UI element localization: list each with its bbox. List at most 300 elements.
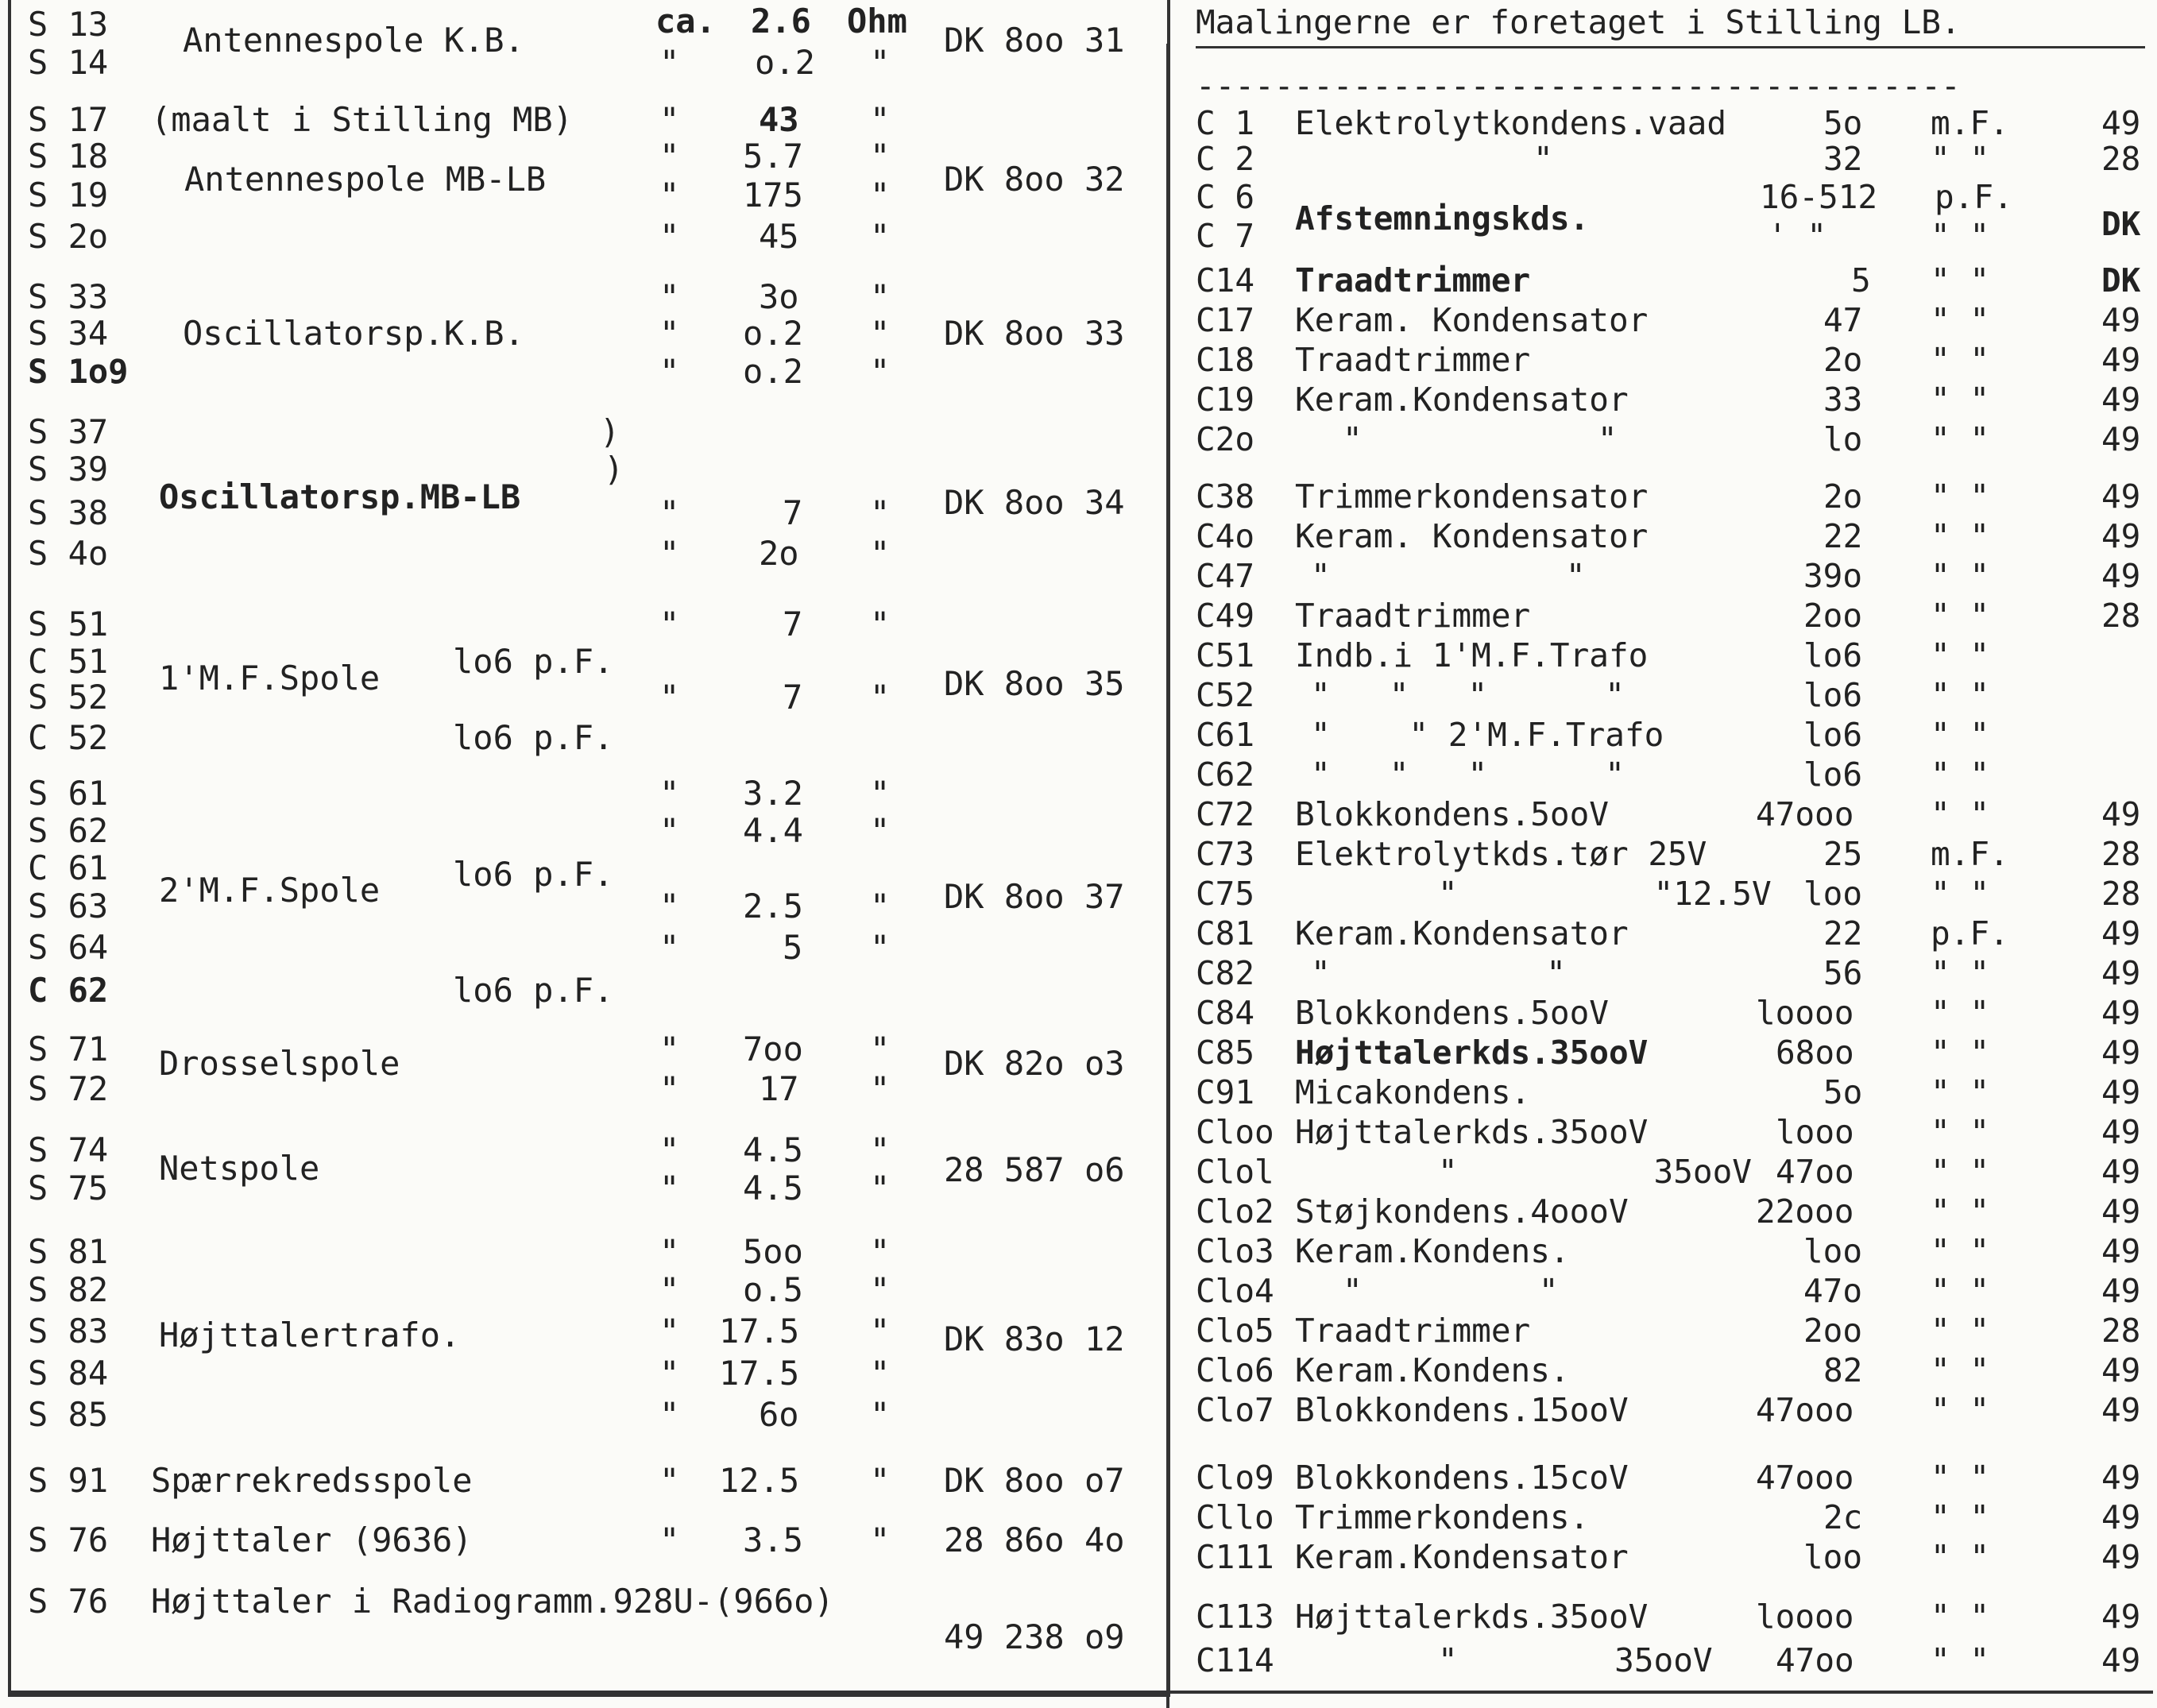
ohm-unit-ditto: ": [870, 137, 891, 176]
ohm-unit-ditto: ": [870, 774, 891, 813]
capacitor-value: 32: [1823, 140, 1863, 178]
ohm-unit-ditto: ": [870, 1270, 891, 1309]
capacitor-reference: 49: [2101, 104, 2141, 142]
ditto-mark: ": [659, 352, 680, 391]
capacitor-value: 39o: [1803, 557, 1863, 595]
coil-code: C 61: [28, 848, 109, 887]
ditto-mark: ": [659, 217, 680, 256]
capacitor-unit: " ": [1931, 140, 1990, 178]
ditto-mark: ": [659, 928, 680, 967]
coil-code: S 37: [28, 412, 109, 451]
capacitor-reference: 28: [2101, 835, 2141, 873]
capacitor-value: 2c: [1823, 1498, 1863, 1536]
outer-frame: [8, 0, 1170, 1697]
capacitor-desc: Trimmerkondensator: [1295, 477, 1649, 516]
ohm-value: o.5: [743, 1270, 803, 1309]
capacitor-reference: 49: [2101, 1192, 2141, 1231]
ohm-value: 7oo: [743, 1030, 803, 1068]
capacitor-code: Cllo: [1196, 1498, 1274, 1536]
coil-code: S 39: [28, 450, 109, 489]
afstemning-reference: DK: [2101, 205, 2141, 243]
ohm-value: 3.2: [743, 774, 803, 813]
capacitor-code: C91: [1196, 1073, 1255, 1111]
capacitor-code: C51: [1196, 636, 1255, 674]
capacitor-code: Clo7: [1196, 1391, 1274, 1429]
capacitor-unit: " ": [1931, 1232, 1990, 1270]
capacitor-reference: 49: [2101, 1538, 2141, 1576]
ditto-mark: ": [659, 1030, 680, 1068]
part-ref-31: DK 8oo 31: [944, 21, 1125, 60]
capacitor-desc: Keram.Kondens.: [1295, 1232, 1570, 1270]
capacitor-reference: 49: [2101, 1641, 2141, 1679]
capacitor-reference: 49: [2101, 1498, 2141, 1536]
ohm-value: o.2: [743, 352, 803, 391]
separator-dashes: ---------------------------------------: [1196, 67, 1961, 105]
capacitor-value: loooo: [1756, 994, 1854, 1032]
ohm-val-14: o.2: [755, 43, 815, 82]
ohm-unit-ditto: ": [870, 678, 891, 717]
capacitor-code: Clol: [1196, 1153, 1274, 1191]
ohm-value: 7: [783, 493, 803, 532]
capacitor-value: 5: [1851, 261, 1871, 299]
ditto-mark: ": [659, 1232, 680, 1271]
capacitor-code: C73: [1196, 835, 1255, 873]
capacitor-desc: Elektrolytkondens.vaad: [1295, 104, 1727, 142]
capacitor-reference: 49: [2101, 1153, 2141, 1191]
coil-code: S 61: [28, 774, 109, 813]
capacitor-code: C 1: [1196, 104, 1255, 142]
capacitor-code: Clo5: [1196, 1312, 1274, 1350]
capacitor-unit: m.F.: [1931, 104, 2009, 142]
coil-code: S 51: [28, 605, 109, 643]
ohm-value: 5.7: [743, 137, 803, 176]
ohm-unit-14: ": [870, 43, 891, 82]
capacitor-value: lo: [1823, 420, 1863, 458]
coil-code: S 84: [28, 1354, 109, 1393]
ditto-mark: ": [659, 1312, 680, 1351]
capacitor-reference: 28: [2101, 1312, 2141, 1350]
capacitor-reference: 49: [2101, 301, 2141, 339]
capacitor-unit: " ": [1931, 1192, 1990, 1231]
ohm-value: 175: [743, 176, 803, 214]
coil-desc: lo6 p.F.: [453, 718, 614, 757]
capacitor-unit: " ": [1931, 1459, 1990, 1497]
part-ref-06: 28 587 o6: [944, 1150, 1125, 1189]
capacitor-unit: " ": [1931, 217, 1990, 255]
ohm-value: 17.5: [719, 1354, 800, 1393]
capacitor-desc: Blokkondens.15ooV: [1295, 1391, 1629, 1429]
ohm-value: 5: [783, 928, 803, 967]
ohm-unit-ditto: ": [870, 1354, 891, 1393]
capacitor-desc: " ": [1343, 1272, 1559, 1310]
capacitor-code: C47: [1196, 557, 1255, 595]
capacitor-desc: ": [1533, 140, 1553, 178]
capacitor-value: 56: [1823, 954, 1863, 992]
coil-desc: Spærrekredsspole: [151, 1461, 473, 1500]
capacitor-code: Clo6: [1196, 1351, 1274, 1389]
capacitor-unit: " ": [1931, 1391, 1990, 1429]
capacitor-reference: 49: [2101, 381, 2141, 419]
ohm-ditto-14: ": [659, 43, 680, 82]
capacitor-value: ' ": [1768, 217, 1827, 255]
capacitor-desc: Keram.Kondensator: [1295, 914, 1629, 953]
coil-code: S 85: [28, 1395, 109, 1434]
ditto-mark: ": [659, 1395, 680, 1434]
part-ref-03: DK 82o o3: [944, 1044, 1125, 1083]
capacitor-unit: " ": [1931, 954, 1990, 992]
part-ref-34: DK 8oo 34: [944, 483, 1125, 522]
capacitor-value: loo: [1803, 875, 1863, 913]
capacitor-desc: Keram. Kondensator: [1295, 301, 1649, 339]
ohm-unit-ditto: ": [870, 534, 891, 573]
capacitor-code: C72: [1196, 795, 1255, 833]
capacitor-unit: p.F.: [1931, 914, 2009, 953]
capacitor-desc: Micakondens.: [1295, 1073, 1531, 1111]
ditto-mark: ": [659, 314, 680, 353]
capacitor-code: C4o: [1196, 517, 1255, 555]
ditto-mark: ": [659, 1270, 680, 1309]
coil-code: C 62: [28, 971, 109, 1010]
capacitor-value: loo: [1803, 1538, 1863, 1576]
capacitor-reference: 49: [2101, 1272, 2141, 1310]
capacitor-value: lo6: [1803, 636, 1863, 674]
ohm-unit-ditto: ": [870, 1169, 891, 1208]
capacitor-unit: " ": [1931, 301, 1990, 339]
capacitor-code: Cloo: [1196, 1113, 1274, 1151]
coil-desc: Højttaler i Radiogramm.928U-(966o): [151, 1582, 834, 1621]
capacitor-unit: " ": [1931, 1153, 1990, 1191]
capacitor-reference: 49: [2101, 1598, 2141, 1636]
capacitor-desc: " ": [1311, 557, 1586, 595]
capacitor-code: C 2: [1196, 140, 1255, 178]
coil-code: S 34: [28, 314, 109, 353]
ohm-value: 12.5: [719, 1461, 800, 1500]
capacitor-unit: " ": [1931, 1312, 1990, 1350]
ditto-mark: ": [659, 1169, 680, 1208]
capacitor-code: C38: [1196, 477, 1255, 516]
capacitor-value: lo6: [1803, 755, 1863, 794]
ohm-value: 5oo: [743, 1232, 803, 1271]
capacitor-desc: Støjkondens.4oooV: [1295, 1192, 1629, 1231]
capacitor-value: 47ooo: [1756, 1459, 1854, 1497]
part-reference: DK 8oo 33: [944, 314, 1125, 353]
ohm-value: 7: [783, 678, 803, 717]
coil-code: S 91: [28, 1461, 109, 1500]
capacitor-unit: p.F.: [1935, 178, 2013, 216]
capacitor-code: C17: [1196, 301, 1255, 339]
capacitor-value: 33: [1823, 381, 1863, 419]
capacitor-desc: Højttalerkds.35ooV: [1295, 1598, 1649, 1636]
group-mf1-spole: 1'M.F.Spole: [159, 659, 381, 697]
coil-code: S 63: [28, 887, 109, 925]
capacitor-value: 47oo: [1776, 1641, 1854, 1679]
capacitor-code: C111: [1196, 1538, 1274, 1576]
capacitor-reference: 49: [2101, 1113, 2141, 1151]
capacitor-reference: DK: [2101, 261, 2141, 299]
ditto-mark: ": [659, 1130, 680, 1169]
group-antennespole-kb: Antennespole K.B.: [183, 21, 524, 60]
group-mf1-cap: lo6 p.F.: [453, 642, 614, 681]
capacitor-unit: " ": [1931, 1538, 1990, 1576]
ohm-value: 4.5: [743, 1169, 803, 1208]
capacitor-reference: 49: [2101, 914, 2141, 953]
coil-code: S 17: [28, 100, 109, 139]
coil-code: S 33: [28, 277, 109, 316]
capacitor-code: C 6: [1196, 178, 1255, 216]
ohm-value: 4.5: [743, 1130, 803, 1169]
capacitor-reference: 49: [2101, 477, 2141, 516]
capacitor-code: C14: [1196, 261, 1255, 299]
coil-code: S 82: [28, 1270, 109, 1309]
capacitor-unit: " ": [1931, 1073, 1990, 1111]
capacitor-reference: 28: [2101, 140, 2141, 178]
capacitor-code: C113: [1196, 1598, 1274, 1636]
capacitor-reference: 49: [2101, 1073, 2141, 1111]
capacitor-unit: " ": [1931, 1598, 1990, 1636]
capacitor-code: C84: [1196, 994, 1255, 1032]
measurement-note: Maalingerne er foretaget i Stilling LB.: [1196, 3, 1961, 41]
ohm-unit-ditto: ": [870, 1030, 891, 1068]
capacitor-value: lo6: [1803, 676, 1863, 714]
coil-code: C 51: [28, 642, 109, 681]
capacitor-reference: 49: [2101, 1459, 2141, 1497]
part-reference: DK 8oo o7: [944, 1461, 1125, 1500]
ohm-value: 17.5: [719, 1312, 800, 1351]
capacitor-value: 47ooo: [1756, 795, 1854, 833]
capacitor-value: 22: [1823, 914, 1863, 953]
group-mf2-spole: 2'M.F.Spole: [159, 871, 381, 910]
coil-desc: lo6 p.F.: [453, 971, 614, 1010]
capacitor-desc: Blokkondens.5ooV: [1295, 994, 1609, 1032]
ohm-unit-ditto: ": [870, 1461, 891, 1500]
capacitor-value: 22: [1823, 517, 1863, 555]
capacitor-desc: " ": [1311, 954, 1566, 992]
capacitor-unit: " ": [1931, 994, 1990, 1032]
capacitor-code: C52: [1196, 676, 1255, 714]
capacitor-reference: 28: [2101, 597, 2141, 635]
capacitor-desc: Blokkondens.15coV: [1295, 1459, 1629, 1497]
capacitor-unit: " ": [1931, 517, 1990, 555]
capacitor-desc: Traadtrimmer: [1295, 261, 1531, 299]
ohm-unit-ditto: ": [870, 1312, 891, 1351]
coil-code: S 4o: [28, 534, 109, 573]
ditto-mark: ": [659, 1354, 680, 1393]
ohm-value: 3o: [759, 277, 799, 316]
ohm-unit-ditto: ": [870, 314, 891, 353]
part-reference: 28 86o 4o: [944, 1521, 1125, 1559]
bracket: ): [600, 412, 620, 451]
ditto-mark: ": [659, 887, 680, 925]
group-antennespole-mb-lb: Antennespole MB-LB: [184, 160, 547, 199]
capacitor-unit: " ": [1931, 1034, 1990, 1072]
coil-code: S 76: [28, 1521, 109, 1559]
capacitor-unit: " ": [1931, 795, 1990, 833]
part-ref-32: DK 8oo 32: [944, 160, 1125, 199]
capacitor-unit: " ": [1931, 381, 1990, 419]
group-hojttalertrafo: Højttalertrafo.: [159, 1316, 461, 1354]
capacitor-reference: 49: [2101, 795, 2141, 833]
coil-code: S 76: [28, 1582, 109, 1621]
capacitor-code: C18: [1196, 341, 1255, 379]
capacitor-unit: " ": [1931, 420, 1990, 458]
capacitor-unit: " ": [1931, 1113, 1990, 1151]
capacitor-value: looo: [1776, 1113, 1854, 1151]
coil-code: S 1o9: [28, 352, 129, 391]
capacitor-unit: " ": [1931, 1641, 1990, 1679]
coil-code: S 81: [28, 1232, 109, 1271]
capacitor-value: loooo: [1756, 1598, 1854, 1636]
coil-code: S 2o: [28, 217, 109, 256]
capacitor-reference: 28: [2101, 875, 2141, 913]
capacitor-code: C114: [1196, 1641, 1274, 1679]
capacitor-unit: " ": [1931, 341, 1990, 379]
ohm-unit-ditto: ": [870, 1395, 891, 1434]
ditto-mark: ": [659, 1069, 680, 1108]
capacitor-code: C82: [1196, 954, 1255, 992]
capacitor-code: C81: [1196, 914, 1255, 953]
coil-code: C 52: [28, 718, 109, 757]
ditto-mark: ": [659, 100, 680, 139]
capacitor-value: 2oo: [1803, 597, 1863, 635]
capacitor-value: 47: [1823, 301, 1863, 339]
capacitor-code: Clo3: [1196, 1232, 1274, 1270]
ohm-ditto-13: ca.: [655, 2, 716, 41]
capacitor-value: 16-512: [1760, 178, 1878, 216]
coil-code: S 71: [28, 1030, 109, 1068]
capacitor-code: Clo4: [1196, 1272, 1274, 1310]
ditto-mark: ": [659, 1461, 680, 1500]
capacitor-reference: 49: [2101, 1391, 2141, 1429]
coil-code: S 38: [28, 493, 109, 532]
coil-code: S 64: [28, 928, 109, 967]
capacitor-unit: " ": [1931, 636, 1990, 674]
capacitor-desc: " " 2'M.F.Trafo: [1311, 716, 1664, 754]
ohm-unit-13: Ohm: [847, 2, 907, 41]
ohm-unit-ditto: ": [870, 928, 891, 967]
coil-desc: (maalt i Stilling MB): [151, 100, 574, 139]
ditto-mark: ": [659, 493, 680, 532]
coil-code: S 83: [28, 1312, 109, 1351]
capacitor-code: C85: [1196, 1034, 1255, 1072]
ohm-value: 3.5: [743, 1521, 803, 1559]
ohm-unit-ditto: ": [870, 217, 891, 256]
capacitor-desc: Indb.i 1'M.F.Trafo: [1295, 636, 1649, 674]
coil-code: S 62: [28, 811, 109, 850]
capacitor-value: 22ooo: [1756, 1192, 1854, 1231]
capacitor-unit: m.F.: [1931, 835, 2009, 873]
ohm-value: 43: [759, 100, 799, 139]
capacitor-desc: Trimmerkondens.: [1295, 1498, 1590, 1536]
capacitor-code: C49: [1196, 597, 1255, 635]
coil-code: S 52: [28, 678, 109, 717]
capacitor-value: loo: [1803, 1232, 1863, 1270]
ohm-value: o.2: [743, 314, 803, 353]
capacitor-unit: " ": [1931, 597, 1990, 635]
bracket: ): [604, 450, 624, 489]
ohm-unit-ditto: ": [870, 100, 891, 139]
capacitor-desc: Traadtrimmer: [1295, 341, 1531, 379]
ohm-unit-ditto: ": [870, 811, 891, 850]
capacitor-desc: Traadtrimmer: [1295, 597, 1531, 635]
header-underline: [1196, 46, 2145, 48]
ohm-unit-ditto: ": [870, 887, 891, 925]
capacitor-value: 2oo: [1803, 1312, 1863, 1350]
capacitor-reference: 49: [2101, 341, 2141, 379]
ohm-value: 7: [783, 605, 803, 643]
capacitor-desc: " " " ": [1311, 676, 1625, 714]
capacitor-value: 25: [1823, 835, 1863, 873]
ohm-unit-ditto: ": [870, 352, 891, 391]
capacitor-value: 47oo: [1776, 1153, 1854, 1191]
capacitor-desc: Keram. Kondensator: [1295, 517, 1649, 555]
capacitor-reference: 49: [2101, 517, 2141, 555]
capacitor-code: C75: [1196, 875, 1255, 913]
coil-code: S 74: [28, 1130, 109, 1169]
capacitor-value: 47o: [1803, 1272, 1863, 1310]
part-ref-37: DK 8oo 37: [944, 877, 1125, 916]
capacitor-desc: Højttalerkds.35ooV: [1295, 1034, 1649, 1072]
ohm-val-13: 2.6: [751, 2, 811, 41]
capacitor-desc: " ": [1343, 420, 1618, 458]
ohm-unit-ditto: ": [870, 176, 891, 214]
coil-code: S 14: [28, 43, 109, 82]
capacitor-reference: 49: [2101, 1351, 2141, 1389]
part-ref-09: 49 238 o9: [944, 1617, 1125, 1656]
capacitor-code: C19: [1196, 381, 1255, 419]
ditto-mark: ": [659, 137, 680, 176]
ditto-mark: ": [659, 176, 680, 214]
capacitor-desc: " 35ooV: [1438, 1641, 1713, 1679]
ditto-mark: ": [659, 774, 680, 813]
ohm-value: 17: [759, 1069, 799, 1108]
capacitor-reference: 49: [2101, 420, 2141, 458]
ohm-unit-ditto: ": [870, 605, 891, 643]
ohm-value: 2o: [759, 534, 799, 573]
capacitor-value: lo6: [1803, 716, 1863, 754]
capacitor-unit: " ": [1931, 755, 1990, 794]
capacitor-reference: 49: [2101, 954, 2141, 992]
capacitor-unit: " ": [1931, 875, 1990, 913]
capacitor-value: 2o: [1823, 477, 1863, 516]
ditto-mark: ": [659, 678, 680, 717]
coil-code: S 19: [28, 176, 109, 214]
coil-code: S 13: [28, 5, 109, 44]
capacitor-desc: Elektrolytkds.tør 25V: [1295, 835, 1707, 873]
capacitor-code: C 7: [1196, 217, 1255, 255]
ohm-unit-ditto: ": [870, 493, 891, 532]
capacitor-unit: " ": [1931, 477, 1990, 516]
capacitor-code: C2o: [1196, 420, 1255, 458]
ditto-mark: ": [659, 811, 680, 850]
capacitor-desc: Keram.Kondensator: [1295, 381, 1629, 419]
group-drosselspole: Drosselspole: [159, 1044, 400, 1083]
coil-code: S 75: [28, 1169, 109, 1208]
capacitor-value: 47ooo: [1756, 1391, 1854, 1429]
ditto-mark: ": [659, 1521, 680, 1559]
capacitor-desc: Keram.Kondensator: [1295, 1538, 1629, 1576]
ditto-mark: ": [659, 605, 680, 643]
capacitor-value: 5o: [1823, 104, 1863, 142]
capacitor-unit: " ": [1931, 557, 1990, 595]
capacitor-desc: Traadtrimmer: [1295, 1312, 1531, 1350]
capacitor-desc: " "12.5V: [1438, 875, 1772, 913]
capacitor-value: 82: [1823, 1351, 1863, 1389]
afstemningskds-label: Afstemningskds.: [1295, 199, 1590, 238]
ohm-value: 45: [759, 217, 799, 256]
capacitor-unit: " ": [1931, 1351, 1990, 1389]
capacitor-code: Clo2: [1196, 1192, 1274, 1231]
ohm-unit-ditto: ": [870, 277, 891, 316]
